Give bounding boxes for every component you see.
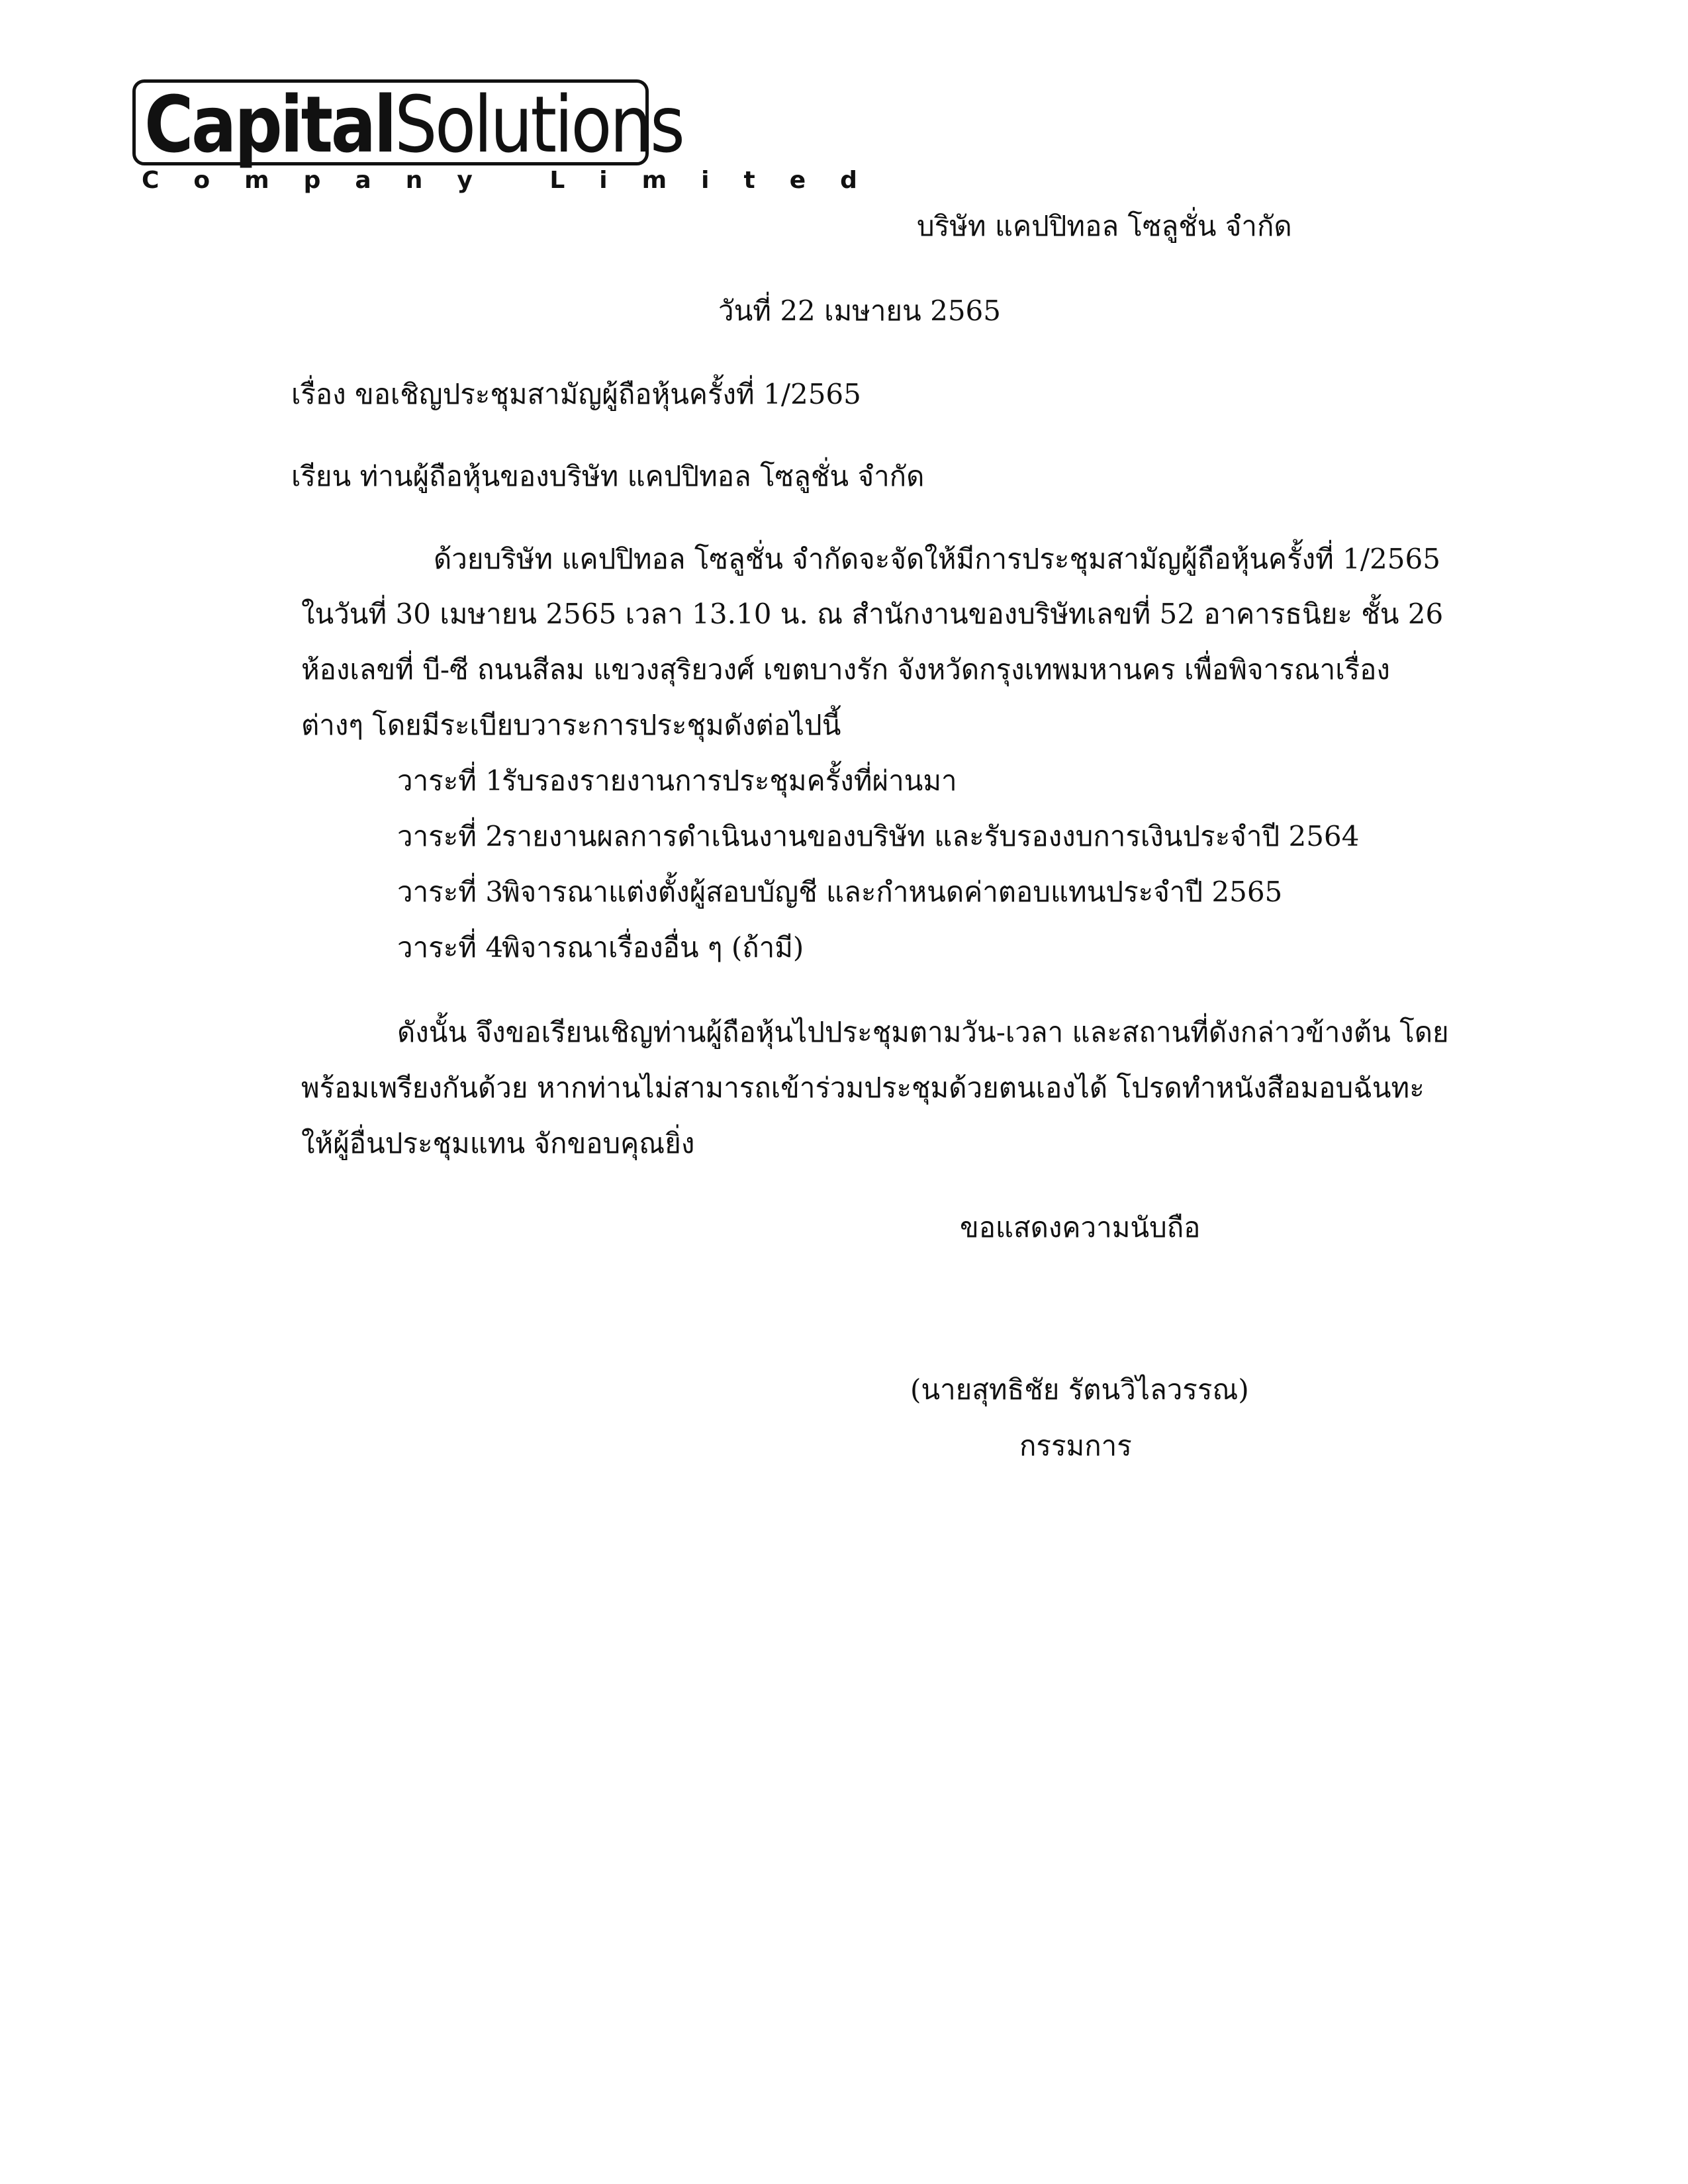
letter-date: วันที่ 22 เมษายน 2565 [718,295,1001,327]
agenda-item-label: วาระที่ 3 [397,876,504,908]
letter-subject: เรื่อง ขอเชิญประชุมสามัญผู้ถือหุ้นครั้งที่ 1/2565 [291,378,861,410]
agenda-item-text: พิจารณาแต่งตั้งผู้สอบบัญชี และกำหนดค่าตอบแทนประจำปี 2565 [502,876,1283,908]
agenda-item-text: รายงานผลการดำเนินงานของบริษัท และรับรองงบการเงินประจำปี 2564 [502,820,1360,852]
paragraph-1-line-2: ในวันที่ 30 เมษายน 2565 เวลา 13.10 น. ณ สำนักงานของบริษัทเลขที่ 52 อาคารธนิยะ ชั้น 26 [301,598,1444,630]
agenda-item-label: วาระที่ 4 [397,931,504,964]
logo-wordmark [144,79,683,170]
company-logo [132,79,892,199]
agenda-item-2 [397,817,1359,856]
agenda-item-1 [397,761,957,801]
agenda-item-4 [397,928,804,968]
paragraph-2-line-3: ให้ผู้อื่นประชุมแทน จักขอบคุณยิ่ง [301,1127,695,1160]
agenda-item-text: พิจารณาเรื่องอื่น ๆ (ถ้ามี) [502,931,804,964]
agenda-item-3 [397,872,1282,912]
signatory-position: กรรมการ [1019,1430,1132,1462]
company-name-header: บริษัท แคปปิทอล โซลูชั่น จำกัด [917,210,1292,242]
agenda-item-text: รับรองรายงานการประชุมครั้งที่ผ่านมา [502,764,957,797]
agenda-item-label: วาระที่ 1 [397,764,504,797]
paragraph-1-line-1: ด้วยบริษัท แคปปิทอล โซลูชั่น จำกัดจะจัดให้มีการประชุมสามัญผู้ถือหุ้นครั้งที่ 1/2565 [434,543,1440,575]
signatory-name: (นายสุทธิชัย รัตนวิไลวรรณ) [910,1373,1249,1406]
paragraph-1-line-4: ต่างๆ โดยมีระเบียบวาระการประชุมดังต่อไปนี้ [301,709,841,741]
letter-salutation: เรียน ท่านผู้ถือหุ้นของบริษัท แคปปิทอล โซลูชั่น จำกัด [291,460,925,492]
agenda-item-label: วาระที่ 2 [397,820,504,852]
letter-closing: ขอแสดงความนับถือ [960,1211,1201,1244]
paragraph-1-line-3: ห้องเลขที่ บี-ซี ถนนสีลม แขวงสุริยวงศ์ เขตบางรัก จังหวัดกรุงเทพมหานคร เพื่อพิจารณาเรื่อง [301,653,1390,686]
logo-light-text: Solutions [395,79,683,170]
logo-subtitle: Company Limited [142,167,892,194]
paragraph-2-line-1: ดังนั้น จึงขอเรียนเชิญท่านผู้ถือหุ้นไปประชุมตามวัน-เวลา และสถานที่ดังกล่าวข้างต้น โดย [397,1016,1449,1048]
logo-strong-text: Capital [144,79,395,170]
paragraph-2-line-2: พร้อมเพรียงกันด้วย หากท่านไม่สามารถเข้าร่วมประชุมด้วยตนเองได้ โปรดทำหนังสือมอบฉันทะ [301,1071,1425,1104]
